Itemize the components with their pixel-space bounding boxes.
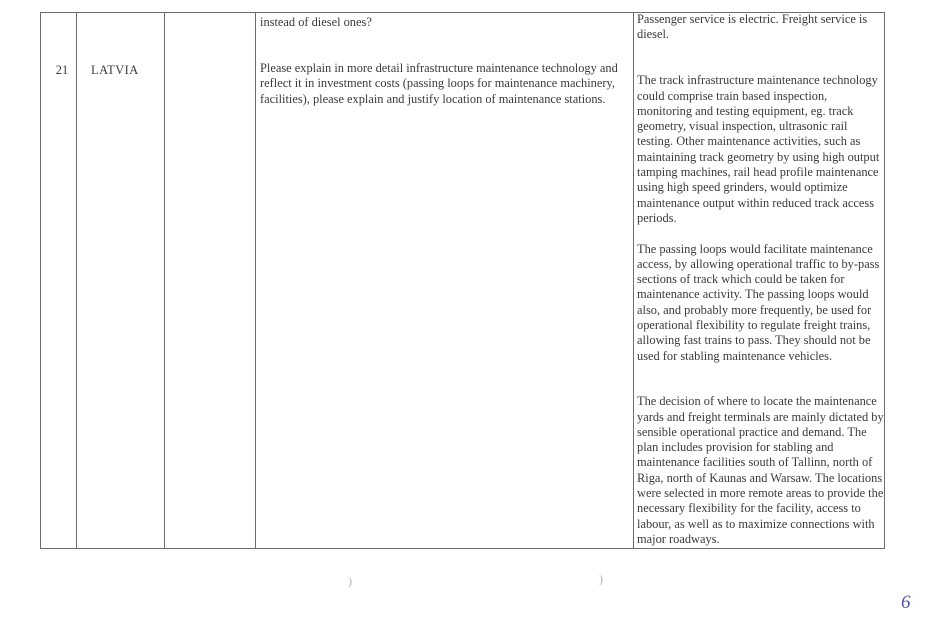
answer-text [637,58,885,563]
previous-answer: Passenger service is electric. Freight service is diesel. [637,12,868,42]
answer-paragraph-2: The passing loops would facilitate maintenance access, by allowing operational traffic to by-pass sections of track which could be taken for maintenance activity. The passing loops would also, and probably more frequently, be used for operational flexibility to regulate freight trains, allowing fast trains to pass. They should not be used for stabling maintenance vehicles. [637,241,880,363]
scan-mark-left: ) [348,574,352,588]
answer-paragraph-1: The track infrastructure maintenance technology could comprise train based inspection, monitoring and testing equipment, eg. track geometry, visual inspection, ultrasonic rail testing. Other maintenance activities, such as maintaining track geometry by using high output tamping machines, rail head profile maintenance using high speed grinders, would optimize maintenance output within reduced track access periods. [637,73,880,225]
country-name: LATVIA [91,63,139,77]
column-divider-4 [633,13,634,548]
row-number: 21 [55,63,69,77]
previous-question-tail: instead of diesel ones? [260,15,372,29]
answer-paragraph-3: The decision of where to locate the maintenance yards and freight terminals are mainly dictated by sensible operational practice and demand. The plan includes provision for stabling and maintenance facilities south of Tallinn, north of Riga, north of Kaunas and Warsaw. The locations were selected in more remote areas to provide the necessary flexibility for the facility, access to labour, as well as to maximize connections with major roadways. [637,394,884,546]
question-text: Please explain in more detail infrastructure maintenance technology and reflect it in investment costs (passing loops for maintenance machinery, facilities), please explain and justify location of maintenance stations. [260,61,618,106]
column-divider-3 [255,13,256,548]
comments-table [40,12,885,549]
page-number: 6 [901,592,911,613]
scan-mark-right: ) [599,572,603,586]
column-divider-2 [164,13,165,548]
column-divider-1 [76,13,77,548]
